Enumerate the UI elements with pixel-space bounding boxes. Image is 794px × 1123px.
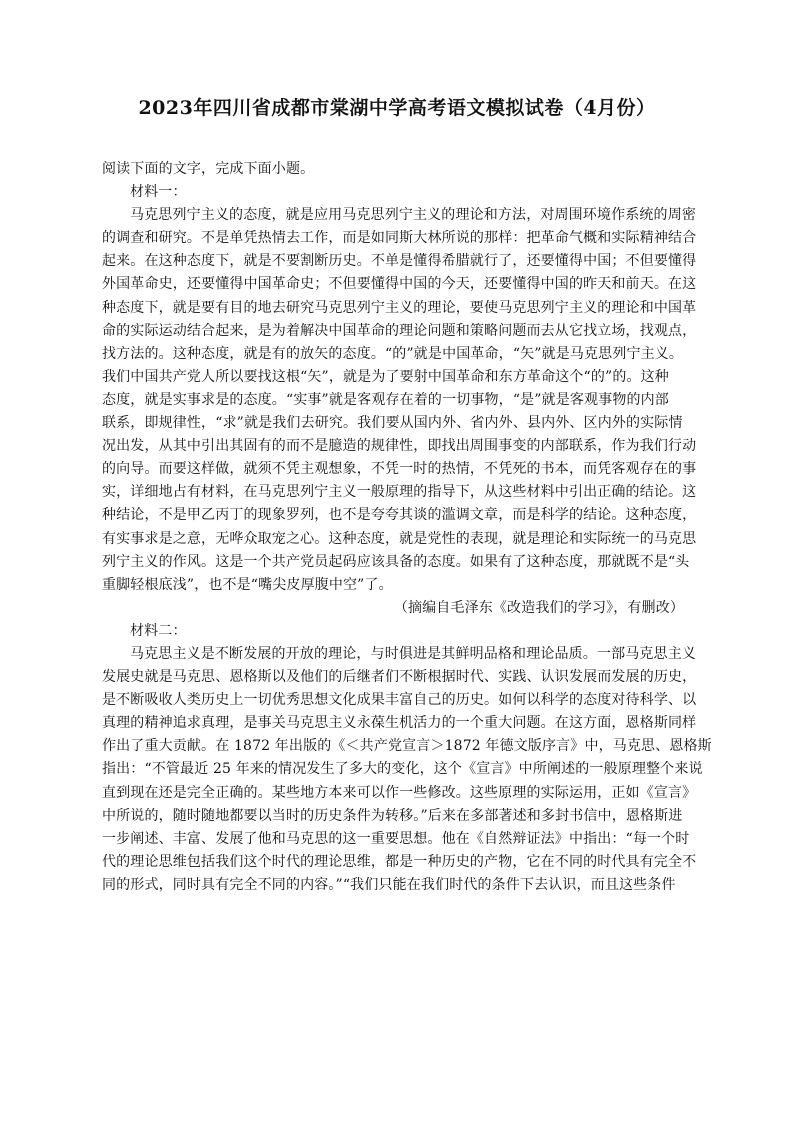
paragraph-line: 态度，就是实事求是的态度。“实事”就是客观存在着的一切事物，“是”就是客观事物的内部 bbox=[102, 391, 669, 408]
paragraph-line: 命的实际运动结合起来，是为着解决中国革命的理论问题和策略问题而去从它找立场，找观点， bbox=[102, 322, 697, 339]
material-heading: 材料二： bbox=[130, 622, 187, 639]
paragraph-line: 发展史就是马克思、恩格斯以及他们的后继者们不断根据时代、实践、认识发展而发展的历史， bbox=[102, 669, 697, 686]
paragraph-line: 指出：“不管最近 25 年来的情况发生了多大的变化，这个《宣言》中所阐述的一般原理整个来说 bbox=[102, 761, 703, 778]
paragraph-line: 的向导。而要这样做，就须不凭主观想象，不凭一时的热情，不凭死的书本，而凭客观存在的事 bbox=[102, 461, 697, 478]
paragraph-line: 一步阐述、丰富、发展了他和马克思的这一重要思想。他在《自然辩证法》中指出：“每一个时 bbox=[102, 830, 690, 847]
material-two-paragraph bbox=[102, 643, 712, 897]
paragraph-line: 起来。在这种态度下，就是不要割断历史。不单是懂得希腊就行了，还要懂得中国；不但要懂得 bbox=[102, 253, 697, 270]
paragraph-line: 马克思列宁主义的态度，就是应用马克思列宁主义的理论和方法，对周围环境作系统的周密 bbox=[130, 207, 696, 224]
page-title: 2023年四川省成都市棠湖中学高考语文模拟试卷（4月份） bbox=[138, 97, 656, 119]
paragraph-line: 中所说的，随时随地都要以当时的历史条件为转移。”后来在多部著述和多封书信中，恩格斯进 bbox=[102, 807, 683, 824]
paragraph-line: 代的理论思维包括我们这个时代的理论思维，都是一种历史的产物，它在不同的时代具有完全不 bbox=[102, 853, 697, 870]
paragraph-line: 联系，即规律性，“求”就是我们去研究。我们要从国内外、省内外、县内外、区内外的实际情 bbox=[102, 415, 683, 432]
paragraph-line: 直到现在还是完全正确的。某些地方本来可以作一些修改。这些原理的实际运用，正如《宣言》 bbox=[102, 784, 697, 801]
paragraph-line: 种结论，不是甲乙丙丁的现象罗列，也不是夸夸其谈的滥调文章，而是科学的结论。这种态度， bbox=[102, 507, 697, 524]
instruction-text: 阅读下面的文字，完成下面小题。 bbox=[102, 161, 315, 177]
paragraph-line: 马克思主义是不断发展的开放的理论，与时俱进是其鲜明品格和理论品质。一部马克思主义 bbox=[130, 645, 696, 662]
paragraph-line: 是不断吸收人类历史上一切优秀思想文化成果丰富自己的历史。如何以科学的态度对待科学、以 bbox=[102, 692, 697, 709]
paragraph-line: 作出了重大贡献。在 1872 年出版的《＜共产党宣言＞1872 年德文版序言》中，马克思、恩格斯 bbox=[102, 738, 712, 755]
paragraph-line: 重脚轻根底浅”，也不是“嘴尖皮厚腹中空”了。 bbox=[102, 576, 393, 593]
paragraph-line: 真理的精神追求真理，是事关马克思主义永葆生机活力的一个重大问题。在这方面，恩格斯同样 bbox=[102, 715, 697, 732]
source-citation: （摘编自毛泽东《改造我们的学习》，有删改） bbox=[393, 599, 684, 616]
paragraph-line: 种态度下，就是要有目的地去研究马克思列宁主义的理论，要使马克思列宁主义的理论和中国革 bbox=[102, 299, 697, 316]
paragraph-line: 外国革命史，还要懂得中国革命史；不但要懂得中国的今天，还要懂得中国的昨天和前天。在这 bbox=[102, 276, 697, 293]
paragraph-line: 有实事求是之意，无哗众取宠之心。这种态度，就是党性的表现，就是理论和实际统一的马克思 bbox=[102, 530, 697, 547]
material-one-paragraph bbox=[102, 204, 697, 597]
material-heading: 材料一： bbox=[130, 184, 187, 201]
document-body bbox=[102, 158, 712, 897]
paragraph-line: 找方法的。这种态度，就是有的放矢的态度。“的”就是中国革命，“矢”就是马克思列宁主义。 bbox=[102, 345, 684, 362]
paragraph-line: 列宁主义的作风。这是一个共产党员起码应该具备的态度。如果有了这种态度，那就既不是“头 bbox=[102, 553, 690, 570]
paragraph-line: 的调查和研究。不是单凭热情去工作，而是如同斯大林所说的那样：把革命气概和实际精神结合 bbox=[102, 230, 697, 247]
paragraph-line: 况出发，从其中引出其固有的而不是臆造的规律性，即找出周围事变的内部联系，作为我们行动 bbox=[102, 438, 697, 455]
paragraph-line: 我们中国共产党人所以要找这根“矢”，就是为了要射中国革命和东方革命这个“的”的。这种 bbox=[102, 368, 669, 385]
paragraph-line: 实，详细地占有材料，在马克思列宁主义一般原理的指导下，从这些材料中引出正确的结论。这 bbox=[102, 484, 697, 501]
paragraph-line: 同的形式，同时具有完全不同的内容。”“我们只能在我们时代的条件下去认识，而且这些条件 bbox=[102, 876, 676, 893]
